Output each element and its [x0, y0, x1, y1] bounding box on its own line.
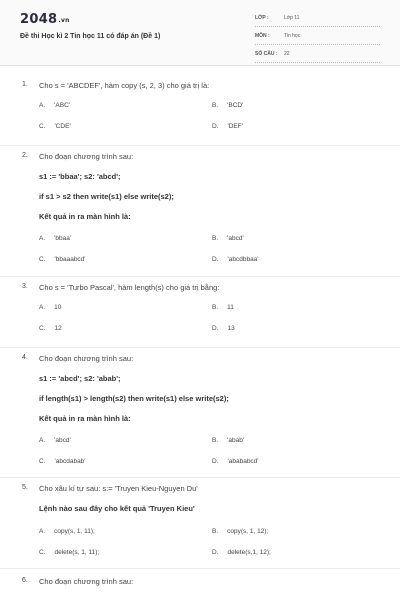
option-text: 'abab' [227, 437, 245, 444]
option-text: 'abcd' [227, 235, 244, 242]
exam-title: Đề thi Học kì 2 Tin học 11 có đáp án (Đề 1) [20, 33, 161, 40]
option-letter: B. [212, 437, 219, 444]
question-prompt: Kết quả in ra màn hình là: [39, 414, 131, 423]
option-text: delete(s,1, 12); [227, 549, 271, 556]
question-text: Cho s = 'ABCDEF', hàm copy (s, 2, 3) cho giá trị là: [39, 81, 210, 90]
question-prompt: Lệnh nào sau đây cho kết quả 'Truyen Kieu' [39, 504, 195, 513]
option-a[interactable] [39, 304, 61, 311]
question-text: Cho xâu kí tự sau: s:= 'Truyen Kieu-Nguyen Du' [39, 484, 198, 493]
option-letter: B. [212, 102, 219, 109]
option-b[interactable] [212, 102, 243, 109]
option-letter: C. [39, 123, 46, 130]
option-letter: B. [212, 235, 219, 242]
code-line: s1 := 'bbaa'; s2: 'abcd'; [39, 172, 121, 181]
option-text: 'abcd' [54, 437, 71, 444]
option-a[interactable] [39, 102, 70, 109]
option-letter: D. [212, 325, 219, 332]
option-d[interactable] [212, 256, 259, 263]
option-letter: D. [212, 458, 219, 465]
option-c[interactable] [39, 325, 62, 332]
option-letter: C. [39, 325, 46, 332]
question-text: Cho đoạn chương trình sau: [39, 152, 134, 161]
option-letter: A. [39, 437, 46, 444]
site-logo[interactable] [20, 12, 70, 27]
option-text: delete(s, 1, 11); [54, 549, 100, 556]
option-letter: D. [212, 549, 219, 556]
option-text: 10 [54, 304, 62, 311]
option-b[interactable] [212, 304, 234, 311]
option-letter: A. [39, 102, 46, 109]
meta-row-count [255, 49, 380, 63]
question-divider [0, 347, 400, 348]
option-letter: D. [212, 123, 219, 130]
question-number: 6. [22, 577, 28, 584]
option-letter: A. [39, 528, 46, 535]
option-letter: C. [39, 458, 46, 465]
meta-key: SỐ CÂU : [255, 51, 278, 57]
option-text: 'ABC' [54, 102, 71, 109]
option-letter: A. [39, 304, 46, 311]
question-text: Cho đoạn chương trình sau: [39, 577, 134, 586]
option-d[interactable] [212, 549, 271, 556]
exam-meta [255, 13, 380, 67]
option-letter: A. [39, 235, 46, 242]
meta-row-class [255, 13, 380, 27]
option-text: 11 [227, 304, 234, 311]
meta-value: Tin học [284, 33, 301, 39]
option-text: copy(s, 1, 11); [54, 528, 95, 535]
meta-key: MÔN : [255, 33, 270, 39]
question-number: 4. [22, 354, 28, 361]
question-number: 2. [22, 152, 28, 159]
option-letter: D. [212, 256, 219, 263]
option-text: 13 [227, 325, 235, 332]
option-a[interactable] [39, 235, 71, 242]
option-b[interactable] [212, 235, 244, 242]
option-b[interactable] [212, 437, 244, 444]
question-divider [0, 568, 400, 569]
question-number: 3. [22, 283, 28, 290]
option-c[interactable] [39, 458, 86, 465]
option-d[interactable] [212, 458, 259, 465]
option-a[interactable] [39, 528, 95, 535]
option-text: 'abcdbbaa' [227, 256, 259, 263]
logo-suffix: .vn [58, 17, 70, 24]
option-c[interactable] [39, 549, 99, 556]
option-text: 'bbaaabcd' [54, 256, 86, 263]
meta-key: LỚP : [255, 15, 269, 21]
option-letter: C. [39, 549, 46, 556]
question-divider [0, 477, 400, 478]
code-line: s1 := 'abcd'; s2: 'abab'; [39, 374, 121, 383]
meta-value: Lớp 11 [284, 15, 300, 21]
option-text: 'abcdabab' [54, 458, 86, 465]
document-header [0, 0, 400, 66]
option-letter: B. [212, 304, 219, 311]
question-text: Cho s = 'Turbo Pascal', hàm length(s) cho giá trị bằng: [39, 283, 220, 292]
meta-row-subject [255, 31, 380, 45]
option-text: 'CDE' [54, 123, 71, 130]
option-text: 'abababcd' [227, 458, 259, 465]
option-text: 'BCD' [227, 102, 244, 109]
option-letter: C. [39, 256, 46, 263]
option-text: 12 [54, 325, 62, 332]
option-text: copy(s, 1, 12); [227, 528, 269, 535]
option-d[interactable] [212, 325, 235, 332]
question-divider [0, 276, 400, 277]
option-a[interactable] [39, 437, 71, 444]
option-text: 'DEF' [227, 123, 243, 130]
question-number: 1. [22, 81, 28, 88]
option-c[interactable] [39, 256, 86, 263]
option-text: 'bbaa' [54, 235, 72, 242]
code-line: if length(s1) > length(s2) then write(s1) else write(s2); [39, 394, 229, 403]
code-line: if s1 > s2 then write(s1) else write(s2); [39, 192, 174, 201]
question-number: 5. [22, 484, 28, 491]
option-c[interactable] [39, 123, 71, 130]
option-letter: B. [212, 528, 219, 535]
question-text: Cho đoạn chương trình sau: [39, 354, 134, 363]
question-prompt: Kết quả in ra màn hình là: [39, 212, 131, 221]
option-b[interactable] [212, 528, 268, 535]
option-d[interactable] [212, 123, 243, 130]
logo-text: 2048 [20, 12, 58, 27]
question-divider [0, 145, 400, 146]
meta-value: 22 [284, 51, 290, 57]
